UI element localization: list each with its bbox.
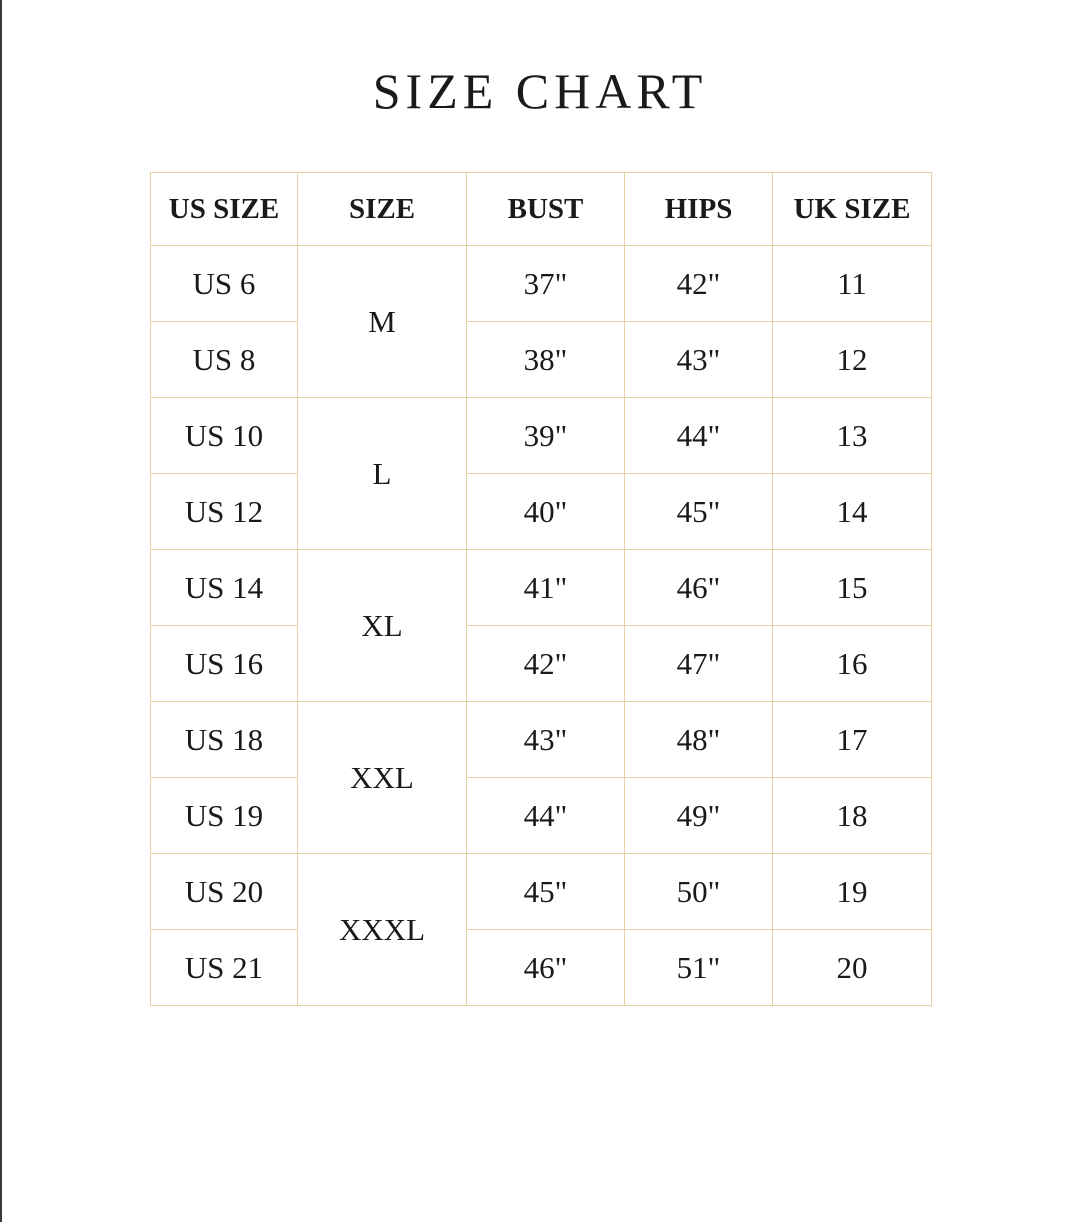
uk-size-cell: 12 — [773, 322, 932, 398]
hips-cell: 47" — [625, 626, 773, 702]
uk-size-cell: 20 — [773, 930, 932, 1006]
uk-size-cell: 17 — [773, 702, 932, 778]
hips-cell: 51" — [625, 930, 773, 1006]
hips-cell: 42" — [625, 246, 773, 322]
table-row — [151, 474, 932, 550]
hips-cell: 44" — [625, 398, 773, 474]
table-row — [151, 854, 932, 930]
bust-cell: 45" — [467, 854, 625, 930]
table-row — [151, 702, 932, 778]
uk-size-cell: 11 — [773, 246, 932, 322]
column-header-hips: HIPS — [625, 173, 773, 246]
us-size-cell: US 18 — [151, 702, 298, 778]
column-header-size: SIZE — [298, 173, 467, 246]
size-chart-table — [150, 172, 932, 1006]
us-size-cell: US 19 — [151, 778, 298, 854]
bust-cell: 37" — [467, 246, 625, 322]
hips-cell: 48" — [625, 702, 773, 778]
hips-cell: 43" — [625, 322, 773, 398]
size-cell: XL — [298, 550, 467, 702]
bust-cell: 44" — [467, 778, 625, 854]
table-row — [151, 322, 932, 398]
size-cell: XXL — [298, 702, 467, 854]
table-header-row — [151, 173, 932, 246]
size-cell: L — [298, 398, 467, 550]
us-size-cell: US 16 — [151, 626, 298, 702]
table-row — [151, 626, 932, 702]
table-row — [151, 550, 932, 626]
bust-cell: 40" — [467, 474, 625, 550]
column-header-bust: BUST — [467, 173, 625, 246]
hips-cell: 45" — [625, 474, 773, 550]
bust-cell: 41" — [467, 550, 625, 626]
us-size-cell: US 8 — [151, 322, 298, 398]
uk-size-cell: 13 — [773, 398, 932, 474]
us-size-cell: US 12 — [151, 474, 298, 550]
uk-size-cell: 15 — [773, 550, 932, 626]
table-row — [151, 930, 932, 1006]
hips-cell: 46" — [625, 550, 773, 626]
us-size-cell: US 10 — [151, 398, 298, 474]
size-cell: M — [298, 246, 467, 398]
bust-cell: 43" — [467, 702, 625, 778]
bust-cell: 39" — [467, 398, 625, 474]
uk-size-cell: 19 — [773, 854, 932, 930]
page-title: SIZE CHART — [372, 63, 708, 119]
size-cell: XXXL — [298, 854, 467, 1006]
table-row — [151, 398, 932, 474]
bust-cell: 42" — [467, 626, 625, 702]
us-size-cell: US 21 — [151, 930, 298, 1006]
uk-size-cell: 18 — [773, 778, 932, 854]
column-header-uk-size: UK SIZE — [773, 173, 932, 246]
hips-cell: 50" — [625, 854, 773, 930]
us-size-cell: US 20 — [151, 854, 298, 930]
column-header-us-size: US SIZE — [151, 173, 298, 246]
table-row — [151, 246, 932, 322]
table-row — [151, 778, 932, 854]
hips-cell: 49" — [625, 778, 773, 854]
us-size-cell: US 14 — [151, 550, 298, 626]
bust-cell: 38" — [467, 322, 625, 398]
uk-size-cell: 16 — [773, 626, 932, 702]
us-size-cell: US 6 — [151, 246, 298, 322]
bust-cell: 46" — [467, 930, 625, 1006]
uk-size-cell: 14 — [773, 474, 932, 550]
left-edge-divider — [0, 0, 2, 1222]
